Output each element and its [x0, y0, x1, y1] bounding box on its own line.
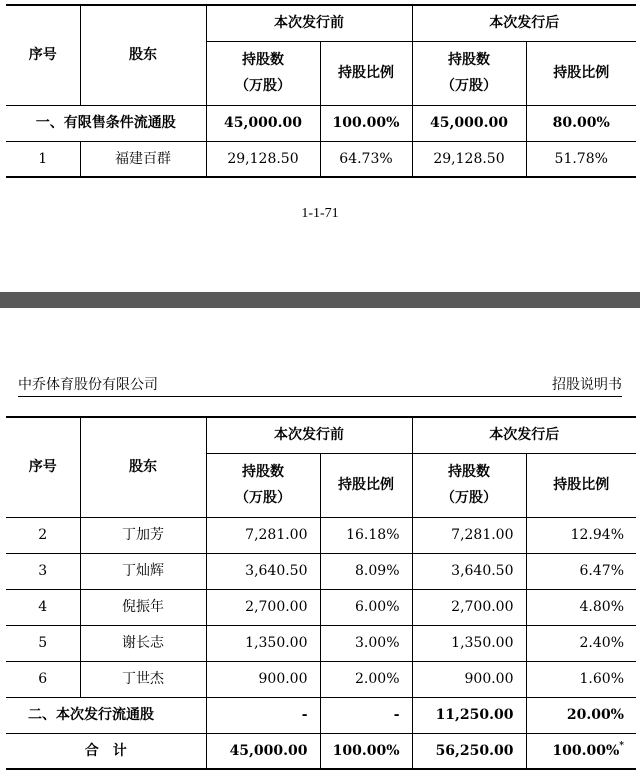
table-row — [6, 517, 636, 553]
row-shareholder: 丁灿辉 — [80, 553, 206, 589]
row-shareholder: 谢长志 — [80, 625, 206, 661]
total-row — [6, 733, 636, 769]
before-shares: 45,000.00 — [206, 105, 320, 141]
section-label: 二、本次发行流通股 — [6, 697, 206, 733]
row-before-ratio: 2.00% — [320, 661, 412, 697]
table-row — [6, 553, 636, 589]
row-after-ratio: 51.78% — [526, 141, 636, 177]
row-no: 2 — [6, 517, 80, 553]
company-name: 中乔体育股份有限公司 — [18, 377, 158, 393]
header-before-issue: 本次发行前 — [206, 5, 412, 41]
document-type: 招股说明书 — [552, 377, 622, 393]
row-after-ratio: 12.94% — [526, 517, 636, 553]
row-after-shares: 29,128.50 — [412, 141, 526, 177]
row-no: 3 — [6, 553, 80, 589]
row-before-ratio: 16.18% — [320, 517, 412, 553]
page-separator — [0, 292, 640, 308]
table-row — [6, 661, 636, 697]
header-before-shares: 持股数 （万股） — [206, 41, 320, 105]
table-row — [6, 625, 636, 661]
header-row — [6, 417, 636, 453]
before-shares: - — [206, 697, 320, 733]
row-after-ratio: 1.60% — [526, 661, 636, 697]
header-after-ratio: 持股比例 — [526, 453, 636, 517]
row-after-ratio: 6.47% — [526, 553, 636, 589]
section-row-new-issue — [6, 697, 636, 733]
row-before-shares: 3,640.50 — [206, 553, 320, 589]
total-after-ratio — [526, 733, 636, 769]
header-no: 序号 — [6, 5, 80, 105]
after-ratio: 20.00% — [526, 697, 636, 733]
total-after-shares: 56,250.00 — [412, 733, 526, 769]
header-after-issue: 本次发行后 — [412, 5, 636, 41]
total-after-ratio-value: 100.00% — [552, 742, 620, 759]
total-before-ratio: 100.00% — [320, 733, 412, 769]
before-ratio: 100.00% — [320, 105, 412, 141]
header-after-issue: 本次发行后 — [412, 417, 636, 453]
page-number: 1-1-71 — [301, 206, 339, 221]
row-after-shares: 2,700.00 — [412, 589, 526, 625]
row-before-shares: 7,281.00 — [206, 517, 320, 553]
total-before-shares: 45,000.00 — [206, 733, 320, 769]
row-before-ratio: 6.00% — [320, 589, 412, 625]
header-before-issue: 本次发行前 — [206, 417, 412, 453]
after-shares: 11,250.00 — [412, 697, 526, 733]
row-after-ratio: 4.80% — [526, 589, 636, 625]
header-shareholder: 股东 — [80, 417, 206, 517]
row-before-ratio: 8.09% — [320, 553, 412, 589]
total-label: 合 计 — [6, 733, 206, 769]
row-before-ratio: 3.00% — [320, 625, 412, 661]
footnote-mark: * — [619, 740, 624, 751]
row-no: 4 — [6, 589, 80, 625]
row-before-shares: 1,350.00 — [206, 625, 320, 661]
header-after-ratio: 持股比例 — [526, 41, 636, 105]
section-label: 一、有限售条件流通股 — [6, 105, 206, 141]
row-no: 6 — [6, 661, 80, 697]
running-header — [18, 372, 622, 397]
header-no: 序号 — [6, 417, 80, 517]
header-row — [6, 5, 636, 41]
before-ratio: - — [320, 697, 412, 733]
row-before-shares: 900.00 — [206, 661, 320, 697]
row-before-ratio: 64.73% — [320, 141, 412, 177]
document-page-top — [0, 0, 640, 292]
row-before-shares: 2,700.00 — [206, 589, 320, 625]
after-shares: 45,000.00 — [412, 105, 526, 141]
row-after-shares: 1,350.00 — [412, 625, 526, 661]
row-after-shares: 900.00 — [412, 661, 526, 697]
row-no: 1 — [6, 141, 80, 177]
row-shareholder: 倪振年 — [80, 589, 206, 625]
row-shareholder: 福建百群 — [80, 141, 206, 177]
row-shareholder: 丁世杰 — [80, 661, 206, 697]
shareholding-table-top — [6, 4, 636, 178]
after-ratio: 80.00% — [526, 105, 636, 141]
header-shareholder: 股东 — [80, 5, 206, 105]
shareholding-table-bottom — [6, 416, 636, 770]
row-no: 5 — [6, 625, 80, 661]
row-after-shares: 7,281.00 — [412, 517, 526, 553]
row-before-shares: 29,128.50 — [206, 141, 320, 177]
header-before-ratio: 持股比例 — [320, 41, 412, 105]
document-page-bottom — [0, 308, 640, 772]
row-shareholder: 丁加芳 — [80, 517, 206, 553]
header-before-shares: 持股数 （万股） — [206, 453, 320, 517]
header-after-shares: 持股数 （万股） — [412, 453, 526, 517]
row-after-ratio: 2.40% — [526, 625, 636, 661]
row-after-shares: 3,640.50 — [412, 553, 526, 589]
header-after-shares: 持股数 （万股） — [412, 41, 526, 105]
table-row — [6, 589, 636, 625]
table-row — [6, 141, 636, 177]
section-row-restricted — [6, 105, 636, 141]
header-before-ratio: 持股比例 — [320, 453, 412, 517]
